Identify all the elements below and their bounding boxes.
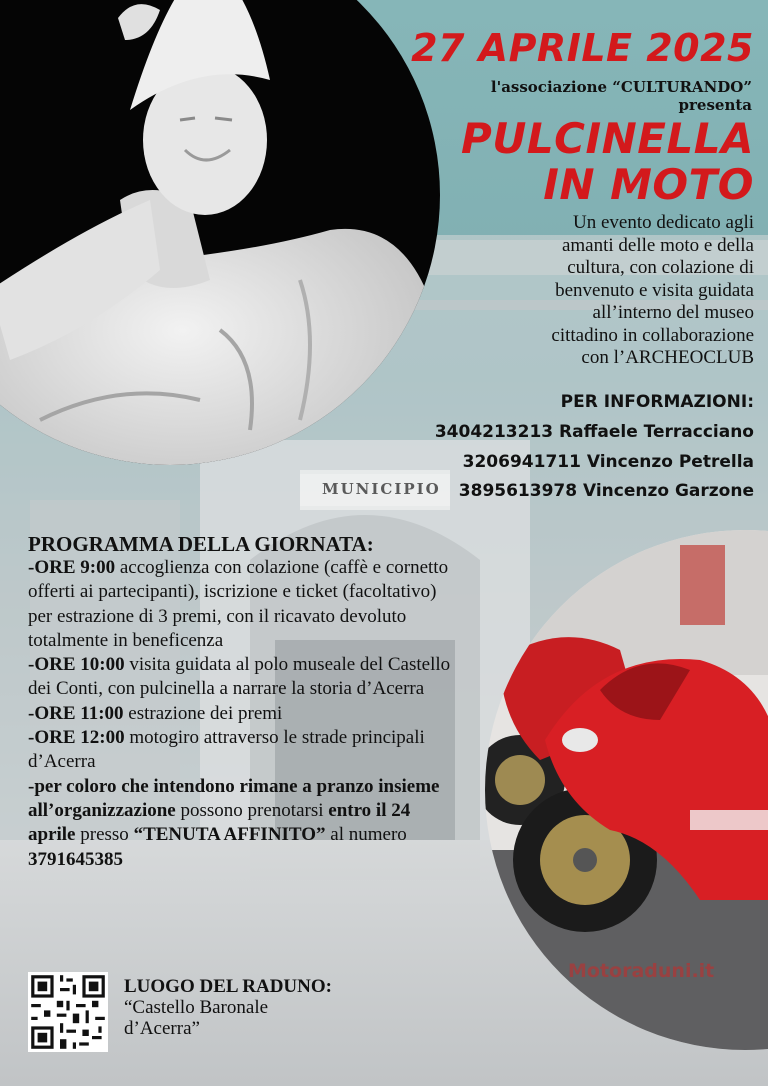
program-item: [28, 556, 458, 653]
program-heading: PROGRAMMA DELLA GIORNATA:: [28, 532, 374, 556]
program-text: visita guidata al polo museale del Castello dei Conti, con pulcinella a narrare la storia d’Acerra: [28, 654, 451, 700]
description-line: all’interno del museo: [592, 302, 754, 323]
location-line: “Castello Baronale: [124, 997, 269, 1018]
association-credit: [491, 78, 752, 114]
description-line: Un evento dedicato agli: [573, 212, 754, 233]
contact-line: 3404213213 Raffaele Terracciano: [434, 422, 754, 442]
description-line: cultura, con colazione di: [567, 257, 754, 278]
description-line: con l’ARCHEOCLUB: [581, 347, 754, 368]
qr-code-icon[interactable]: [28, 972, 108, 1052]
program-item: [28, 702, 458, 726]
program-text: al numero: [325, 824, 407, 846]
location-line: d’Acerra”: [124, 1018, 200, 1039]
event-title-line2: IN MOTO: [543, 160, 754, 209]
building-sign: MUNICIPIO: [322, 480, 441, 498]
description-line: cittadino in collaborazione: [551, 324, 754, 346]
event-date: 27 APRILE 2025: [411, 26, 754, 70]
event-description: [464, 212, 754, 370]
program-text: motogiro attraverso le strade principali d’Acerra: [28, 727, 425, 773]
event-title-line1: PULCINELLA: [461, 114, 754, 163]
association-name: l'associazione “CULTURANDO”: [490, 78, 752, 96]
contact-line: 3895613978 Vincenzo Garzone: [458, 481, 754, 501]
venue-name: “TENUTA AFFINITO”: [133, 824, 326, 846]
program-time: -ORE 12:00: [28, 727, 125, 749]
program-item: [28, 653, 458, 702]
program-text: possono prenotarsi: [175, 799, 329, 821]
program-text: estrazione dei premi: [123, 702, 283, 724]
program-text: presso: [75, 824, 134, 846]
info-heading: PER INFORMAZIONI:: [560, 392, 754, 412]
program-time: -ORE 9:00: [28, 557, 116, 578]
contact-line: 3206941711 Vincenzo Petrella: [462, 452, 754, 472]
program-item: [28, 775, 458, 872]
program-item: [28, 726, 458, 775]
program-deadline: entro il 24 aprile: [28, 799, 411, 846]
description-line: benvenuto e visita guidata: [555, 279, 754, 301]
presents-label: presenta: [678, 96, 752, 114]
watermark: Motoraduni.it: [568, 960, 715, 982]
program-text: accoglienza con colazione (caffè e cornetto offerti ai partecipanti), iscrizione e ticket (facoltativo) per estrazione di 3 premi, con il ricavato devoluto totalmente in beneficenza: [28, 557, 449, 651]
program-list: [28, 556, 458, 872]
program-time: -ORE 11:00: [28, 702, 124, 724]
program-note: -per coloro che intendono rimane a pranzo insieme all’organizzazione: [28, 775, 440, 821]
venue-phone: 3791645385: [28, 848, 123, 870]
location-heading: LUOGO DEL RADUNO:: [124, 976, 332, 997]
meeting-location: [124, 976, 332, 1039]
program-time: -ORE 10:00: [28, 654, 125, 676]
description-line: amanti delle moto e della: [561, 234, 754, 256]
